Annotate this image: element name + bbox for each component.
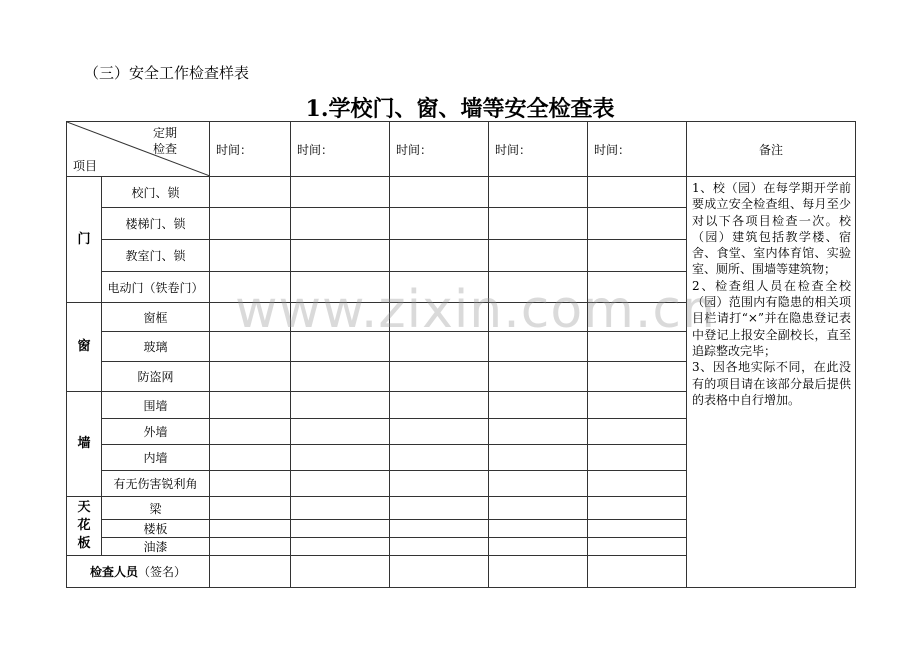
check-cell[interactable] [291,497,390,520]
check-cell[interactable] [390,177,489,208]
time-header-5: 时间： [588,122,687,177]
check-cell[interactable] [291,471,390,497]
item-label: 教室门、锁 [102,240,210,272]
check-cell[interactable] [489,538,588,556]
item-label: 有无伤害锐利角 [102,471,210,497]
item-label: 楼板 [102,520,210,538]
notes-cell [687,177,856,588]
check-cell[interactable] [489,419,588,445]
note-header: 备注 [687,122,856,177]
check-cell[interactable] [291,177,390,208]
signature-label [67,556,210,588]
check-cell[interactable] [588,177,687,208]
check-cell[interactable] [489,208,588,240]
note-3: 3、因各地实际不同，在此没有的项目请在该部分最后提供的表格中自行增加。 [692,360,851,407]
check-cell[interactable] [291,419,390,445]
diagonal-header-cell [67,122,210,177]
check-cell[interactable] [489,497,588,520]
item-label: 内墙 [102,445,210,471]
check-cell[interactable] [390,208,489,240]
time-header-1: 时间： [210,122,291,177]
group-ceiling-char-1: 天 [77,500,91,515]
check-cell[interactable] [210,362,291,392]
section-title: （三）安全工作检查样表 [84,64,250,82]
check-cell[interactable] [210,419,291,445]
safety-check-table [66,121,856,588]
group-ceiling-char-3: 板 [77,536,91,551]
check-cell[interactable] [489,471,588,497]
check-cell[interactable] [489,445,588,471]
item-label: 楼梯门、锁 [102,208,210,240]
item-label: 外墙 [102,419,210,445]
group-ceiling-char-2: 花 [77,518,91,533]
signature-label-note: （签名） [138,565,187,579]
note-2: 2、检查组人员在检查全校（园）范围内有隐患的相关项目栏请打“×”并在隐患登记表中登记上报安全副校长，直至追踪整改完毕； [692,278,851,358]
signature-cell[interactable] [390,556,489,588]
check-cell[interactable] [210,471,291,497]
page-title: 1.学校门、窗、墙等安全检查表 [305,96,615,122]
check-cell[interactable] [210,520,291,538]
check-cell[interactable] [390,520,489,538]
header-row [67,122,856,177]
header-item-label: 项目 [73,159,98,173]
group-wall: 墙 [67,392,102,497]
check-cell[interactable] [390,362,489,392]
time-header-4: 时间： [489,122,588,177]
check-cell[interactable] [588,445,687,471]
check-cell[interactable] [210,538,291,556]
check-cell[interactable] [291,392,390,419]
time-header-2: 时间： [291,122,390,177]
check-cell[interactable] [390,419,489,445]
check-cell[interactable] [210,208,291,240]
check-cell[interactable] [489,362,588,392]
check-cell[interactable] [390,392,489,419]
table-row [67,177,856,208]
signature-label-bold: 检查人员 [89,565,138,579]
item-label: 防盗网 [102,362,210,392]
check-cell[interactable] [489,520,588,538]
check-cell[interactable] [390,240,489,272]
check-cell[interactable] [489,392,588,419]
time-header-3: 时间： [390,122,489,177]
check-cell[interactable] [291,445,390,471]
signature-cell[interactable] [210,556,291,588]
watermark: www.zixin.com.cn [235,280,716,340]
signature-cell[interactable] [489,556,588,588]
check-cell[interactable] [588,497,687,520]
group-ceiling [67,497,102,556]
check-cell[interactable] [588,471,687,497]
check-cell[interactable] [588,208,687,240]
check-cell[interactable] [210,240,291,272]
check-cell[interactable] [588,538,687,556]
check-cell[interactable] [210,445,291,471]
check-cell[interactable] [291,208,390,240]
check-cell[interactable] [588,520,687,538]
item-label: 电动门（铁卷门） [102,272,210,303]
item-label: 玻璃 [102,332,210,362]
item-label: 校门、锁 [102,177,210,208]
check-cell[interactable] [210,497,291,520]
group-window: 窗 [67,303,102,392]
header-period-label: 定期 [152,126,177,140]
group-door: 门 [67,177,102,303]
item-label: 油漆 [102,538,210,556]
check-cell[interactable] [210,177,291,208]
check-cell[interactable] [588,240,687,272]
check-cell[interactable] [489,177,588,208]
check-cell[interactable] [588,392,687,419]
item-label: 窗框 [102,303,210,332]
signature-cell[interactable] [291,556,390,588]
check-cell[interactable] [390,497,489,520]
check-cell[interactable] [291,240,390,272]
note-1: 1、校（园）在每学期开学前要成立安全检查组、每月至少对以下各项目检查一次。校（园）建筑包括教学楼、宿舍、食堂、室内体育馆、实验室、厕所、围墙等建筑物； [692,181,851,277]
item-label: 围墙 [102,392,210,419]
check-cell[interactable] [588,419,687,445]
signature-cell[interactable] [588,556,687,588]
check-cell[interactable] [489,240,588,272]
check-cell[interactable] [588,362,687,392]
check-cell[interactable] [291,538,390,556]
check-cell[interactable] [291,362,390,392]
header-check-label: 检查 [152,142,177,156]
check-cell[interactable] [390,538,489,556]
check-cell[interactable] [291,520,390,538]
check-cell[interactable] [390,445,489,471]
item-label: 梁 [102,497,210,520]
check-cell[interactable] [390,471,489,497]
check-cell[interactable] [210,392,291,419]
